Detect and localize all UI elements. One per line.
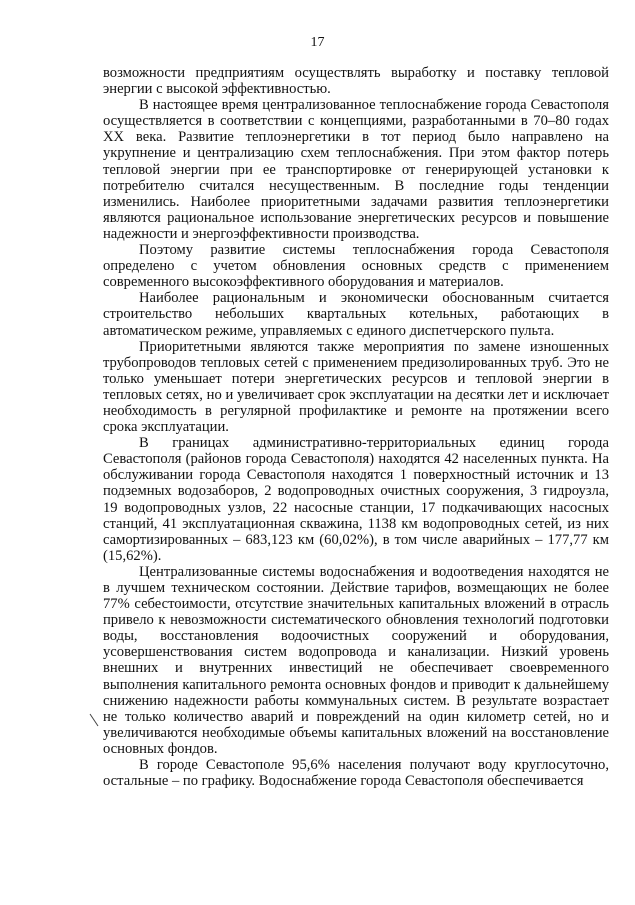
page-number: 17 (310, 35, 325, 50)
paragraph-1: возможности предприятиям осуществлять выработку и поставку тепловой энергии с высокой эффективностью. (103, 65, 609, 98)
paragraph-6: В границах административно-территориальных единиц города Севастополя (районов города Севастополя) находятся 42 населенных пункта. На обслуживании города Севастополя находятся 1 поверхностный источник и 13 подземных водозаборов, 2 водопроводных очистных сооружения, 3 гидроузла, 19 водопроводных узлов, 22 насосные станции, 17 подкачивающих насосных станций, 41 эксплуатационная скважина, 1138 км водопроводных сетей, из них самортизированных – 683,123 км (60,02%), в том числе аварийных – 177,77 км (15,62%). (103, 435, 609, 564)
paragraph-3: Поэтому развитие системы теплоснабжения города Севастополя определено с учетом обновления основных средств с применением современного высокоэффективного оборудования и материалов. (103, 242, 609, 291)
paragraph-4: Наиболее рациональным и экономически обоснованным считается строительство небольших квартальных котельных, работающих в автоматическом режиме, управляемых с единого диспетчерского пульта. (103, 290, 609, 339)
paragraph-7: Централизованные системы водоснабжения и водоотведения находятся не в лучшем техническом состоянии. Действие тарифов, возмещающих не более 77% себестоимости, отсутствие значительных капитальных вложений в отрасль привело к невозможности систематического обновления технологий подготовки воды, восстановления водоочистных сооружений и оборудования, усовершенствования систем водопровода и канализации. Низкий уровень внешних и внутренних инвестиций не обеспечивает своевременного выполнения капитального ремонта основных фондов и приводит к дальнейшему снижению надежности работы коммунальных систем. В результате возрастает не только количество аварий и повреждений на один километр сетей, но и увеличиваются необходимые объемы капитальных вложений на восстановление основных фондов. (103, 563, 609, 757)
body-text (103, 65, 609, 789)
paragraph-8: В городе Севастополе 95,6% населения получают воду круглосуточно, остальные – по графику. Водоснабжение города Севастополя обеспечивается (103, 757, 609, 790)
paragraph-5: Приоритетными являются также мероприятия по замене изношенных трубопроводов тепловых сетей с применением предизолированных труб. Это не только уменьшает потери энергетических ресурсов и тепловой энергии в тепловых сетях, но и увеличивает срок эксплуатации на десятки лет и исключает необходимость в регулярной профилактике и ремонте на протяжении всего срока эксплуатации. (103, 338, 609, 436)
margin-pen-mark-icon (88, 712, 102, 730)
paragraph-2: В настоящее время централизованное теплоснабжение города Севастополя осуществляется в соответствии с концепциями, разработанными в 70–80 годах XX века. Развитие теплоэнергетики в тот период было направлено на укрупнение и централизацию схем теплоснабжения. При этом фактор потерь тепловой энергии при ее транспортировке от генерирующей установки к потребителю считался несущественным. В последние годы тенденции изменились. Наиболее приоритетными задачами развития теплоэнергетики являются рациональное использование энергетических ресурсов и повышение надежности и энергоэффективности производства. (103, 97, 609, 242)
